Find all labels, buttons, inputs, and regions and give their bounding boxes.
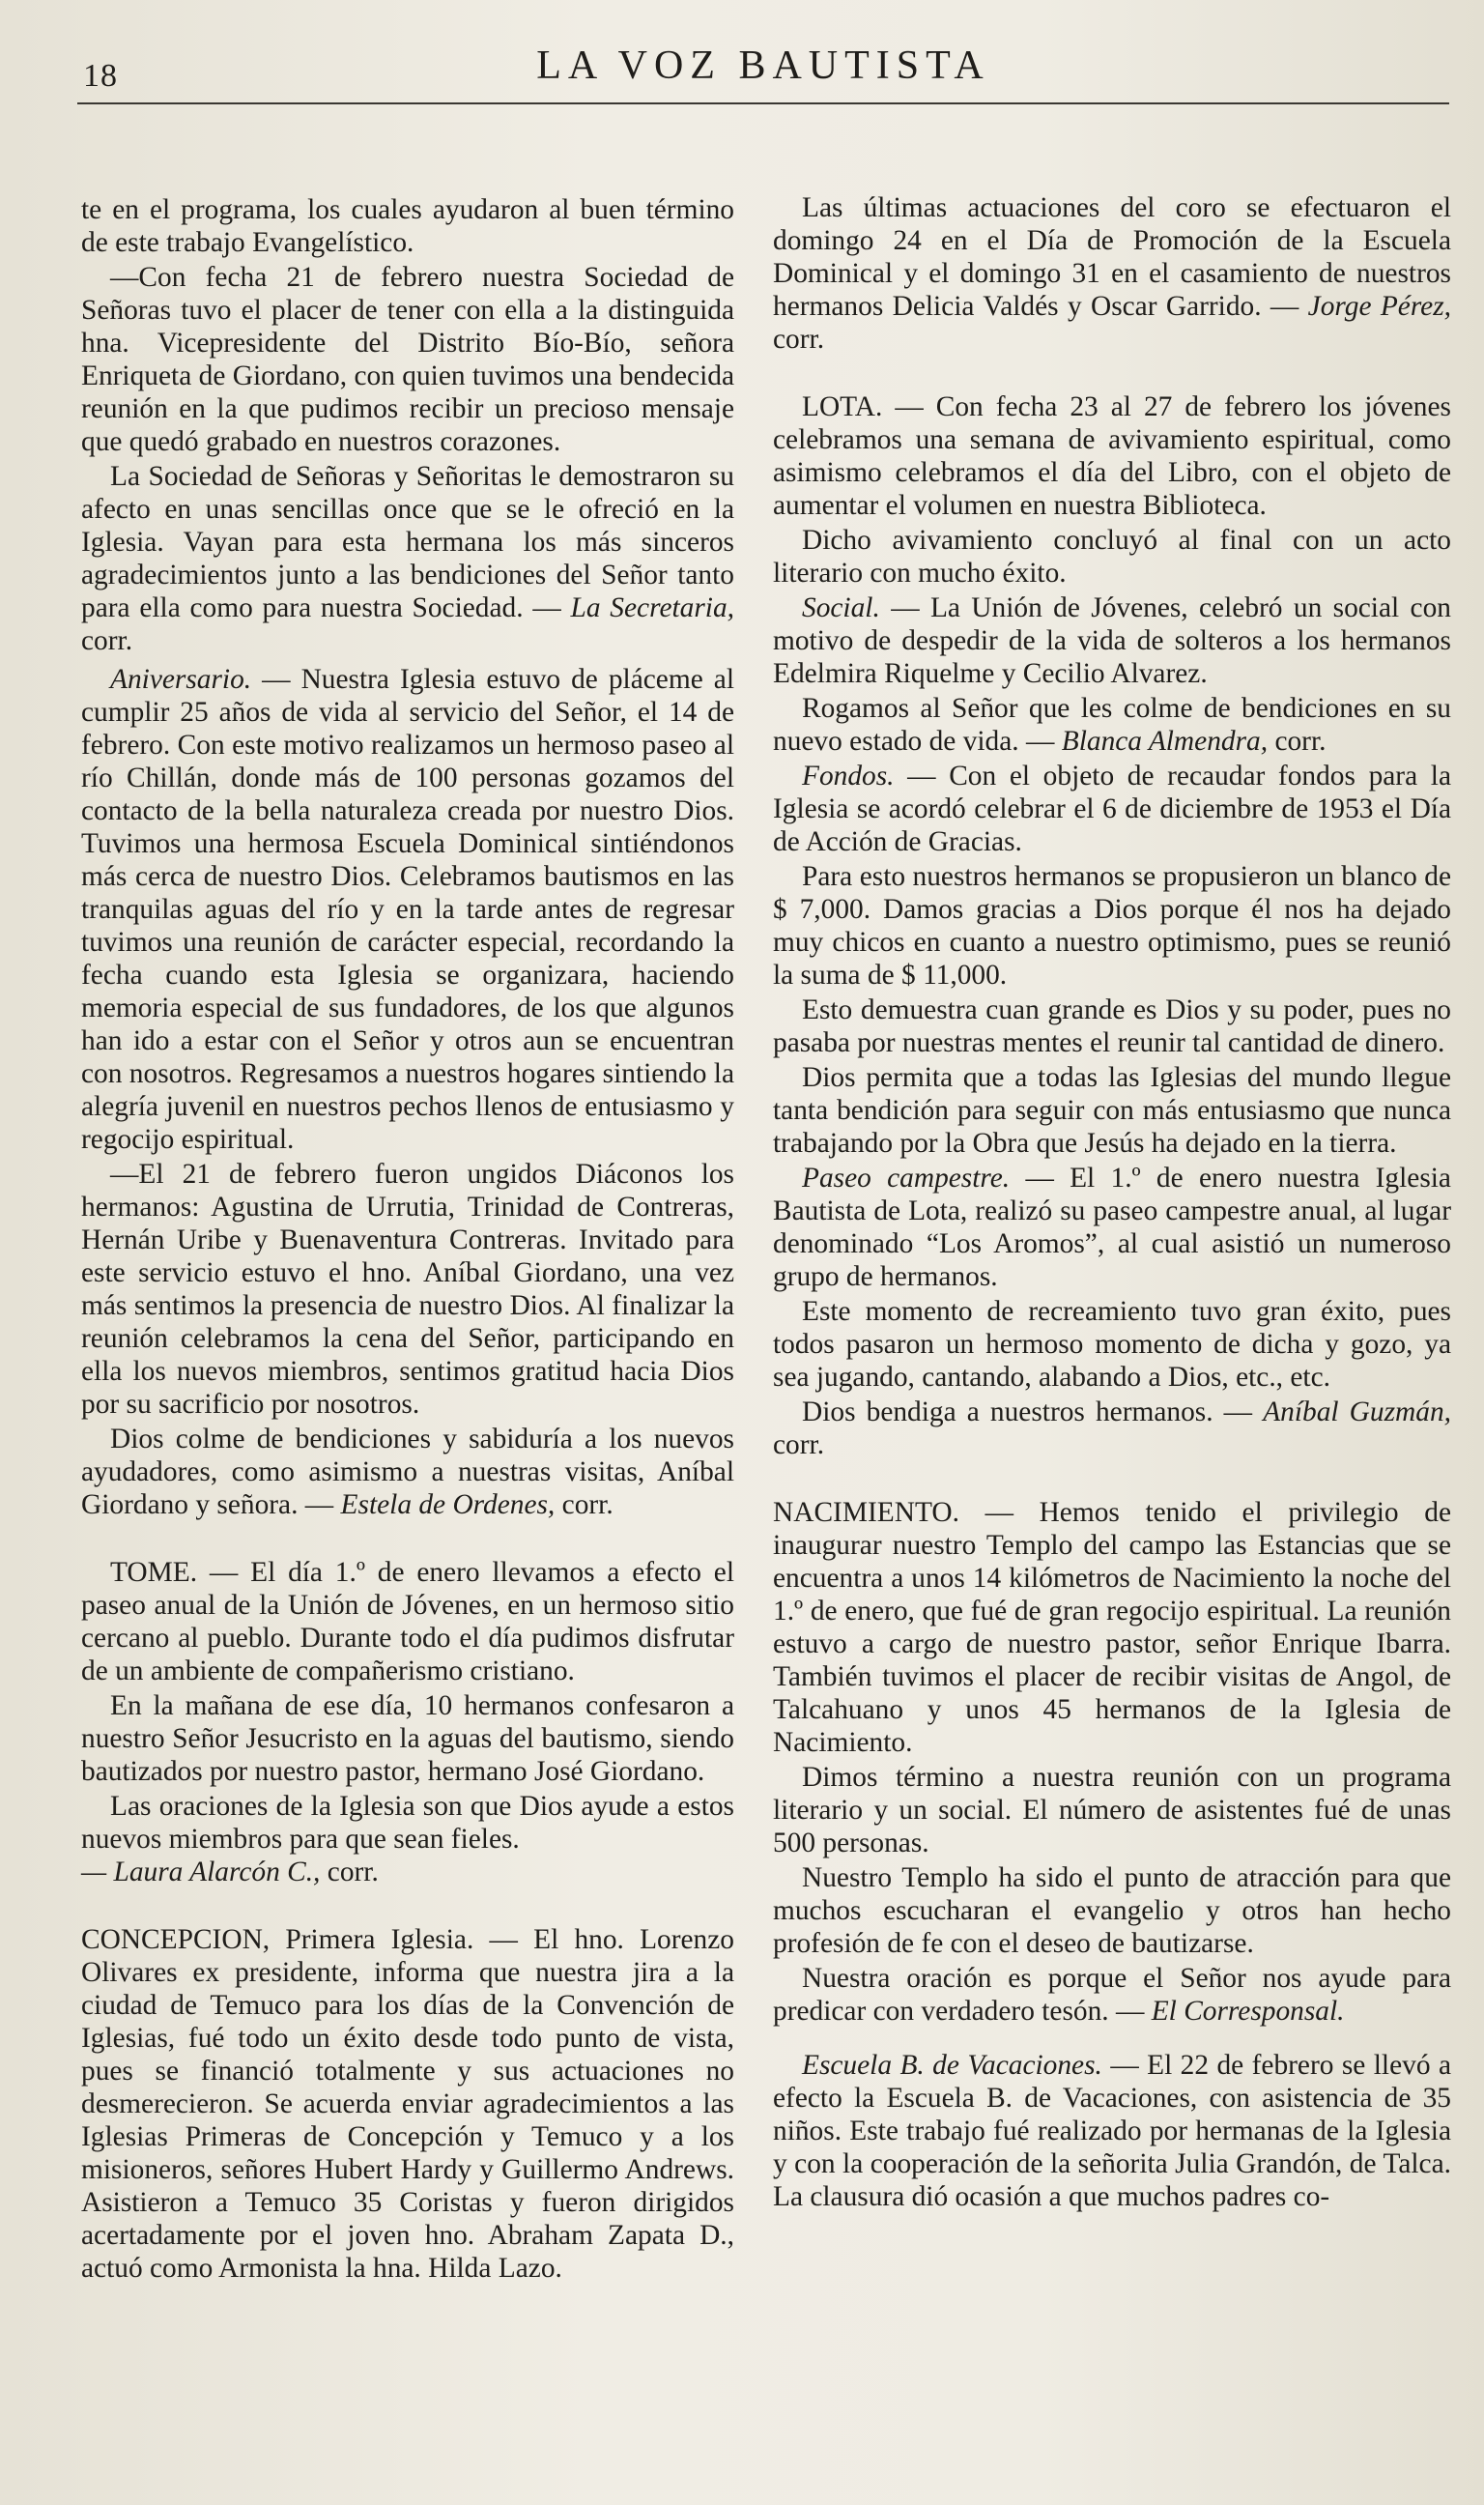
paragraph xyxy=(773,1162,1451,1293)
paragraph xyxy=(773,390,1451,522)
paragraph xyxy=(81,193,734,259)
paragraph xyxy=(773,591,1451,690)
paragraph-text: —Con fecha 21 de febrero nuestra Sociedad de Señoras tuvo el placer de tener con ella a la distinguida hna. Vicepresidente del Distrito Bío-Bío, señora Enriqueta de Giordano, con quien tuvimos una bendecida reunión en la que pudimos recibir un precioso mensaje que quedó grabado en nuestros corazones. xyxy=(81,262,734,457)
signature: Aníbal Guzmán, xyxy=(1263,1396,1451,1427)
section-lead: Aniversario. xyxy=(110,664,252,695)
paragraph-text: — Con fecha 23 al 27 de febrero los jóvenes celebramos una semana de avivamiento espiritual, como asimismo celebramos el día del Libro, con el objeto de aumentar el volumen en nuestra Biblioteca. xyxy=(773,391,1451,521)
paragraph xyxy=(81,1790,734,1888)
signature-suffix: corr. xyxy=(773,1429,825,1460)
left-column xyxy=(81,193,734,2287)
paragraph xyxy=(773,760,1451,858)
paragraph xyxy=(81,1689,734,1788)
paragraph xyxy=(81,460,734,657)
paragraph-text: — La Unión de Jóvenes, celebró un social con motivo de despedir de la vida de solteros a los hermanos Edelmira Riquelme y Cecilio Alvarez. xyxy=(773,592,1451,689)
paragraph xyxy=(773,1396,1451,1461)
page-header xyxy=(77,43,1449,106)
paragraph-text: Las últimas actuaciones del coro se efectuaron el domingo 24 en el Día de Promoción de la Escuela Dominical y el domingo 31 en el casamiento de nuestros hermanos Delicia Valdés y Oscar Garrido. — xyxy=(773,192,1451,322)
paragraph xyxy=(81,663,734,1156)
paragraph-text: — El día 1.º de enero llevamos a efecto el paseo anual de la Unión de Jóvenes, en un hermoso sitio cercano al pueblo. Durante todo el día pudimos disfrutar de un ambiente de compañerismo cristiano. xyxy=(81,1557,734,1686)
paragraph xyxy=(773,1861,1451,1960)
signature-suffix: corr. xyxy=(773,324,825,355)
signature: Blanca Almendra, xyxy=(1061,726,1269,757)
paragraph-text: En la mañana de ese día, 10 hermanos confesaron a nuestro Señor Jesucristo en la aguas del bautismo, siendo bautizados por nuestro pastor, hermano José Giordano. xyxy=(81,1690,734,1787)
signature-suffix: corr. xyxy=(327,1857,379,1887)
paragraph-text: Rogamos al Señor que les colme de bendiciones en su nuevo estado de vida. — xyxy=(773,693,1451,757)
paragraph xyxy=(773,1295,1451,1394)
paragraph-text: Dimos término a nuestra reunión con un programa literario y un social. El número de asistentes fué de unas 500 personas. xyxy=(773,1762,1451,1858)
paragraph-text: La Sociedad de Señoras y Señoritas le demostraron su afecto en unas sencillas once que se le ofreció en la Iglesia. Vayan para esta hermana los más sinceros agradecimientos junto a las bendiciones del Señor tanto para ella como para nuestra Sociedad. — xyxy=(81,461,734,623)
paragraph-text: —El 21 de febrero fueron ungidos Diáconos los hermanos: Agustina de Urrutia, Trinidad de Contreras, Hernán Uribe y Buenaventura Contreras. Invitado para este servicio estuvo el hno. Aníbal Giordano, una vez más sentimos la presencia de nuestro Dios. Al finalizar la reunión celebramos la cena del Señor, participando en ella los nuevos miembros, sentimos gratitud hacia Dios por su sacrificio por nosotros. xyxy=(81,1159,734,1420)
signature: La Secretaria, xyxy=(570,592,734,623)
running-title: LA VOZ BAUTISTA xyxy=(536,43,990,88)
section-lead: NACIMIENTO. xyxy=(773,1497,959,1528)
paragraph xyxy=(773,2049,1451,2213)
signature-suffix: corr. xyxy=(561,1489,614,1520)
paragraph-text: Las oraciones de la Iglesia son que Dios ayude a estos nuevos miembros para que sean fieles. xyxy=(81,1791,734,1855)
paragraph xyxy=(81,261,734,458)
section-lead: Escuela B. de Vacaciones. xyxy=(802,2050,1102,2081)
paragraph-text: Nuestra oración es porque el Señor nos ayude para predicar con verdadero tesón. — xyxy=(773,1963,1451,2027)
signature: — Laura Alarcón C., xyxy=(81,1857,321,1887)
paragraph-text: — El 22 de febrero se llevó a efecto la Escuela B. de Vacaciones, con asistencia de 35 niños. Este trabajo fué realizado por hermanas de la Iglesia y con la cooperación de la señorita Julia Grandón, de Talca. La clausura dió ocasión a que muchos padres co- xyxy=(773,2050,1451,2212)
section-lead: Fondos. xyxy=(802,761,895,792)
paragraph xyxy=(81,1556,734,1687)
paragraph xyxy=(773,191,1451,356)
paragraph xyxy=(773,1496,1451,1759)
paragraph-text: Nuestro Templo ha sido el punto de atracción para que muchos escucharan el evangelio y otros han hecho profesión de fe con el deseo de bautizarse. xyxy=(773,1862,1451,1959)
paragraph xyxy=(81,1423,734,1521)
paragraph-text: — El 1.º de enero nuestra Iglesia Bautista de Lota, realizó su paseo campestre anual, al lugar denominado “Los Aromos”, al cual asistió un numeroso grupo de hermanos. xyxy=(773,1163,1451,1292)
section-lead: TOME. xyxy=(110,1557,198,1588)
paragraph xyxy=(773,860,1451,992)
paragraph xyxy=(773,993,1451,1059)
page-number: 18 xyxy=(83,58,118,94)
paragraph xyxy=(773,1061,1451,1160)
signature: El Corresponsal. xyxy=(1151,1996,1345,2027)
paragraph xyxy=(773,1761,1451,1859)
paragraph-text: Esto demuestra cuan grande es Dios y su poder, pues no pasaba por nuestras mentes el reunir tal cantidad de dinero. xyxy=(773,994,1451,1058)
paragraph-text: Dicho avivamiento concluyó al final con un acto literario con mucho éxito. xyxy=(773,525,1451,589)
paragraph-text: Dios colme de bendiciones y sabiduría a los nuevos ayudadores, como asimismo a nuestras visitas, Aníbal Giordano y señora. — xyxy=(81,1424,734,1520)
paragraph xyxy=(81,1923,734,2285)
paragraph-text: Primera Iglesia. — El hno. Lorenzo Olivares ex presidente, informa que nuestra jira a la ciudad de Temuco para los días de la Convención de Iglesias, fué todo un éxito desde todo punto de vista, pues se financió totalmente y sus actuaciones no desmerecieron. Se acuerda enviar agradecimientos a las Iglesias Primeras de Concepción y Temuco y a los misioneros, señores Hubert Hardy y Guillermo Andrews. Asistieron a Temuco 35 Coristas y fueron dirigidos acertadamente por el joven hno. Abraham Zapata D., actuó como Armonista la hna. Hilda Lazo. xyxy=(81,1924,734,2284)
paragraph-text: Dios bendiga a nuestros hermanos. — xyxy=(802,1396,1253,1427)
paragraph xyxy=(81,1158,734,1421)
paragraph-text: Este momento de recreamiento tuvo gran éxito, pues todos pasaron un hermoso momento de dicha y gozo, ya sea jugando, cantando, alabando a Dios, etc., etc. xyxy=(773,1296,1451,1393)
paragraph-text: Para esto nuestros hermanos se propusieron un blanco de $ 7,000. Damos gracias a Dios porque él nos ha dejado muy chicos en cuanto a nuestro optimismo, pues se reunió la suma de $ 11,000. xyxy=(773,861,1451,991)
paragraph-text: — Nuestra Iglesia estuvo de pláceme al cumplir 25 años de vida al servicio del Señor, el 14 de febrero. Con este motivo realizamos un hermoso paseo al río Chillán, donde más de 100 personas gozamos del contacto de la bella naturaleza creada por nuestro Dios. Tuvimos una hermosa Escuela Dominical sintiéndonos más cerca de nuestro Dios. Celebramos bautismos en las tranquilas aguas del río y en la tarde antes de regresar tuvimos una reunión de carácter especial, recordando la fecha cuando esta Iglesia se organizara, haciendo memoria especial de sus fundadores, de los que algunos han ido a estar con el Señor y otros aun se encuentran con nosotros. Regresamos a nuestros hogares sintiendo la alegría juvenil en nuestros pechos llenos de entusiasmo y regocijo espiritual. xyxy=(81,664,734,1155)
header-rule xyxy=(77,102,1449,104)
section-lead: Social. xyxy=(802,592,880,623)
paragraph-text: te en el programa, los cuales ayudaron al buen término de este trabajo Evangelístico. xyxy=(81,194,734,258)
signature: Estela de Ordenes, xyxy=(340,1489,556,1520)
section-lead: Paseo campestre. xyxy=(802,1163,1011,1194)
right-column xyxy=(773,191,1451,2215)
signature-suffix: corr. xyxy=(1274,726,1327,757)
section-lead: CONCEPCION, xyxy=(81,1924,271,1955)
paragraph xyxy=(773,524,1451,590)
signature: Jorge Pérez, xyxy=(1307,291,1451,322)
paragraph xyxy=(773,692,1451,758)
paragraph-text: — Hemos tenido el privilegio de inaugurar nuestro Templo del campo las Estancias que se encuentra a unos 14 kilómetros de Nacimiento la noche del 1.º de enero, que fué de gran regocijo espiritual. La reunión estuvo a cargo de nuestro pastor, señor Enrique Ibarra. También tuvimos el placer de recibir visitas de Angol, de Talcahuano y unos 45 hermanos de la Iglesia de Nacimiento. xyxy=(773,1497,1451,1758)
paragraph-text: — Con el objeto de recaudar fondos para la Iglesia se acordó celebrar el 6 de diciembre de 1953 el Día de Acción de Gracias. xyxy=(773,761,1451,857)
paragraph xyxy=(773,1962,1451,2028)
signature-suffix: corr. xyxy=(81,625,133,656)
paragraph-text: Dios permita que a todas las Iglesias del mundo llegue tanta bendición para seguir con más entusiasmo que nunca trabajando por la Obra que Jesús ha dejado en la tierra. xyxy=(773,1062,1451,1159)
section-lead: LOTA. xyxy=(802,391,883,422)
